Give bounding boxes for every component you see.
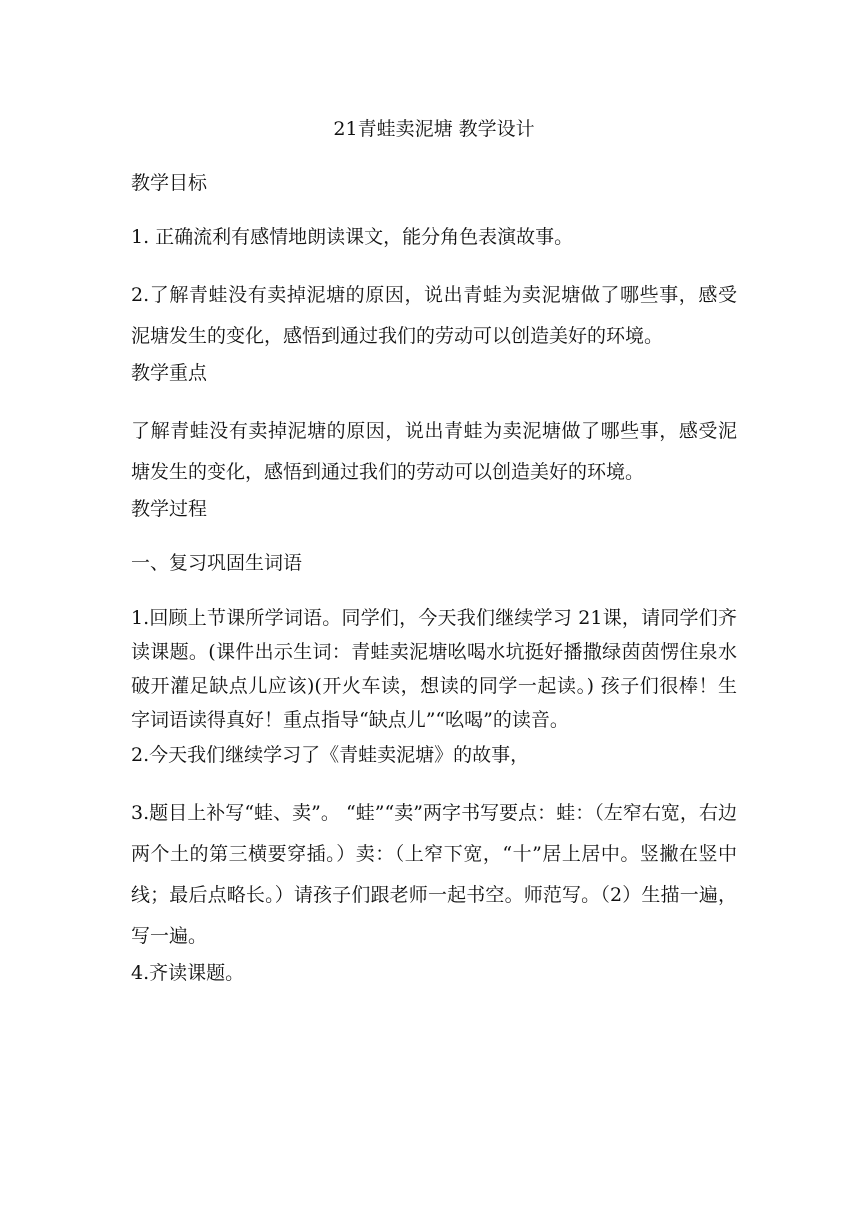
step-2: 2.今天我们继续学习了《青蛙卖泥塘》的故事， [131,744,530,766]
key-points-text: 了解青蛙没有卖掉泥塘的原因，说出青蛙为卖泥塘做了哪些事，感受泥塘发生的变化，感悟到通过我们的劳动可以创造美好的环境。 [131,420,737,483]
key-points-heading: 教学重点 [131,362,208,384]
document-body [131,113,737,989]
step-1: 1.回顾上节课所学词语。同学们，今天我们继续学习 21课，请同学们齐读课题。(课件出示生词：青蛙卖泥塘吆喝水坑挺好播撒绿茵茵愣住泉水破开灌足缺点儿应该)(开火车读，想读的同学一起读。) 孩子们很棒！生字词语读得真好！重点指导“缺点儿”“吆喝”的读音。 [131,607,737,731]
objective-2: 2.了解青蛙没有卖掉泥塘的原因，说出青蛙为卖泥塘做了哪些事，感受泥塘发生的变化，感悟到通过我们的劳动可以创造美好的环境。 [131,284,737,347]
objectives-heading: 教学目标 [131,172,208,194]
objective-1: 1. 正确流利有感情地朗读课文，能分角色表演故事。 [131,226,574,248]
process-heading: 教学过程 [131,498,208,520]
document-title: 21青蛙卖泥塘 教学设计 [333,118,535,140]
part-one-heading: 一、复习巩固生词语 [131,552,303,574]
step-3: 3.题目上补写“蛙、卖”。 “蛙”“卖”两字书写要点：蛙：（左窄右宽，右边两个土的第三横要穿插。）卖：（上窄下宽，“十”居上居中。竖撇在竖中线；最后点略长。）请孩子们跟老师一起书空。师范写。（2）生描一遍，写一遍。 [131,802,737,947]
step-4: 4.齐读课题。 [131,962,245,984]
